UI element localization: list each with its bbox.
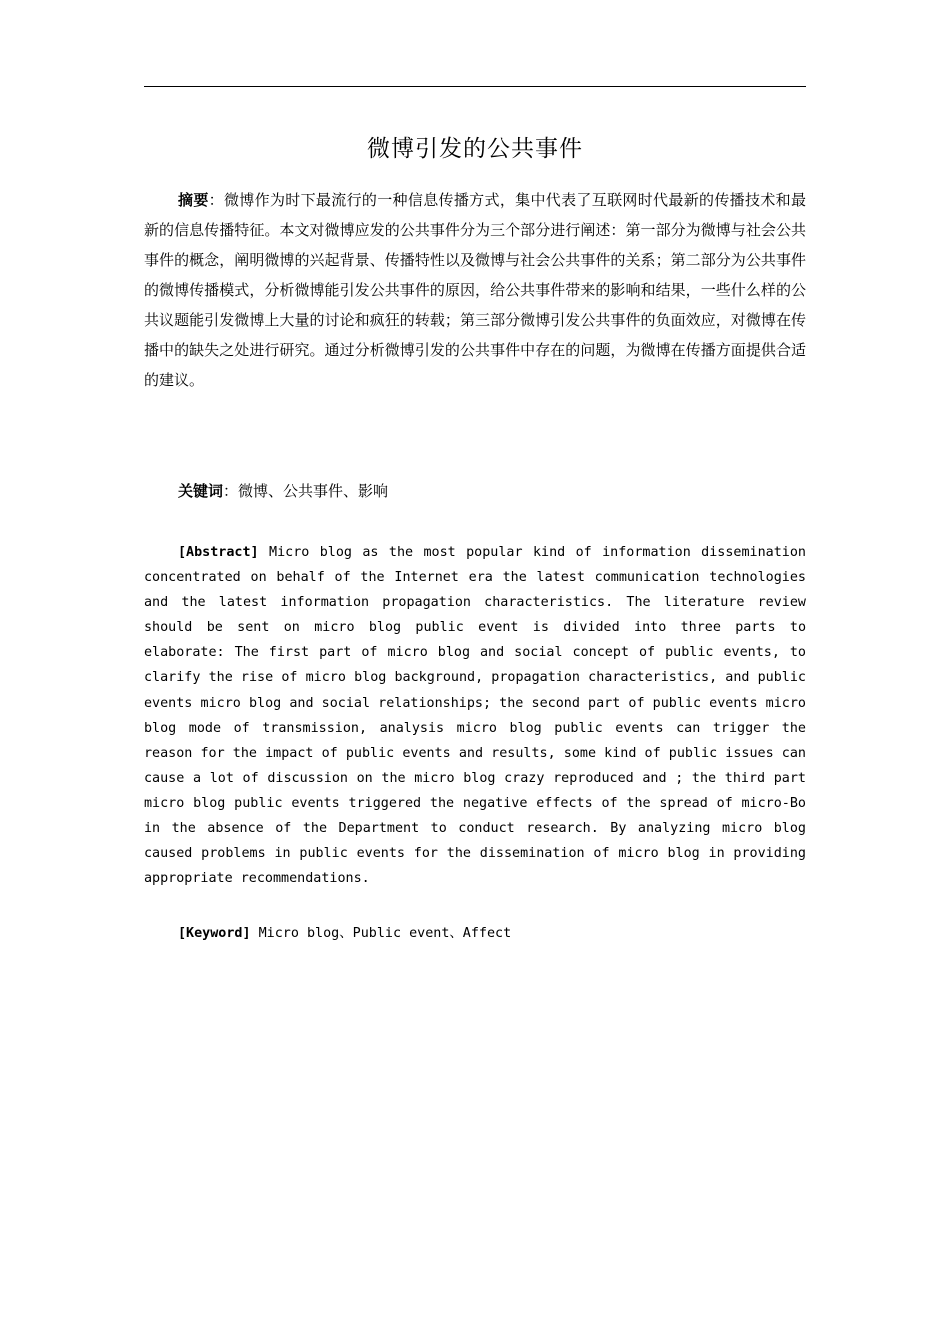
english-abstract-text: Micro blog as the most popular kind of information dissemination concentrated on behalf of the Internet era the latest communication technologies and the latest information propagation characteristics. The literature review should be sent on micro blog public event is divided into three parts to elaborate: The first part of micro blog and social concept of public events, to clarify the rise of micro blog background, propagation characteristics, and public events micro blog and social relationships; the second part of public events micro blog mode of transmission, analysis micro blog public events can trigger the reason for the impact of public events and results, some kind of public issues can cause a lot of discussion on the micro blog crazy reproduced and ; the third part micro blog public events triggered the negative effects of the spread of micro-Bo in the absence of the Department to conduct research. By analyzing micro blog caused problems in public events for the dissemination of micro blog in providing appropriate recommendations.	[144, 545, 806, 887]
header-rule	[144, 86, 806, 87]
english-keywords-text: Micro blog、Public event、Affect	[250, 926, 512, 941]
chinese-keywords-separator: ：	[223, 482, 239, 500]
chinese-keywords	[178, 476, 806, 506]
english-keywords-label: [Keyword]	[178, 926, 251, 941]
chinese-abstract-text: 微博作为时下最流行的一种信息传播方式，集中代表了互联网时代最新的传播技术和最新的信息传播特征。本文对微博应发的公共事件分为三个部分进行阐述：第一部分为微博与社会公共事件的概念，阐明微博的兴起背景、传播特性以及微博与社会公共事件的关系；第二部分为公共事件的微博传播模式，分析微博能引发公共事件的原因，给公共事件带来的影响和结果，一些什么样的公共议题能引发微博上大量的讨论和疯狂的转载；第三部分微博引发公共事件的负面效应，对微博在传播中的缺失之处进行研究。通过分析微博引发的公共事件中存在的问题，为微博在传播方面提供合适的建议。	[144, 191, 806, 389]
english-abstract	[144, 540, 806, 891]
english-keywords	[178, 921, 806, 946]
chinese-abstract-separator: ：	[208, 191, 224, 209]
chinese-abstract	[144, 185, 806, 395]
chinese-keywords-label: 关键词	[178, 482, 224, 500]
chinese-abstract-label: 摘要	[178, 191, 209, 209]
english-abstract-label: [Abstract]	[178, 545, 259, 560]
document-title: 微博引发的公共事件	[367, 136, 583, 162]
chinese-keywords-text: 微博、公共事件、影响	[238, 482, 389, 500]
